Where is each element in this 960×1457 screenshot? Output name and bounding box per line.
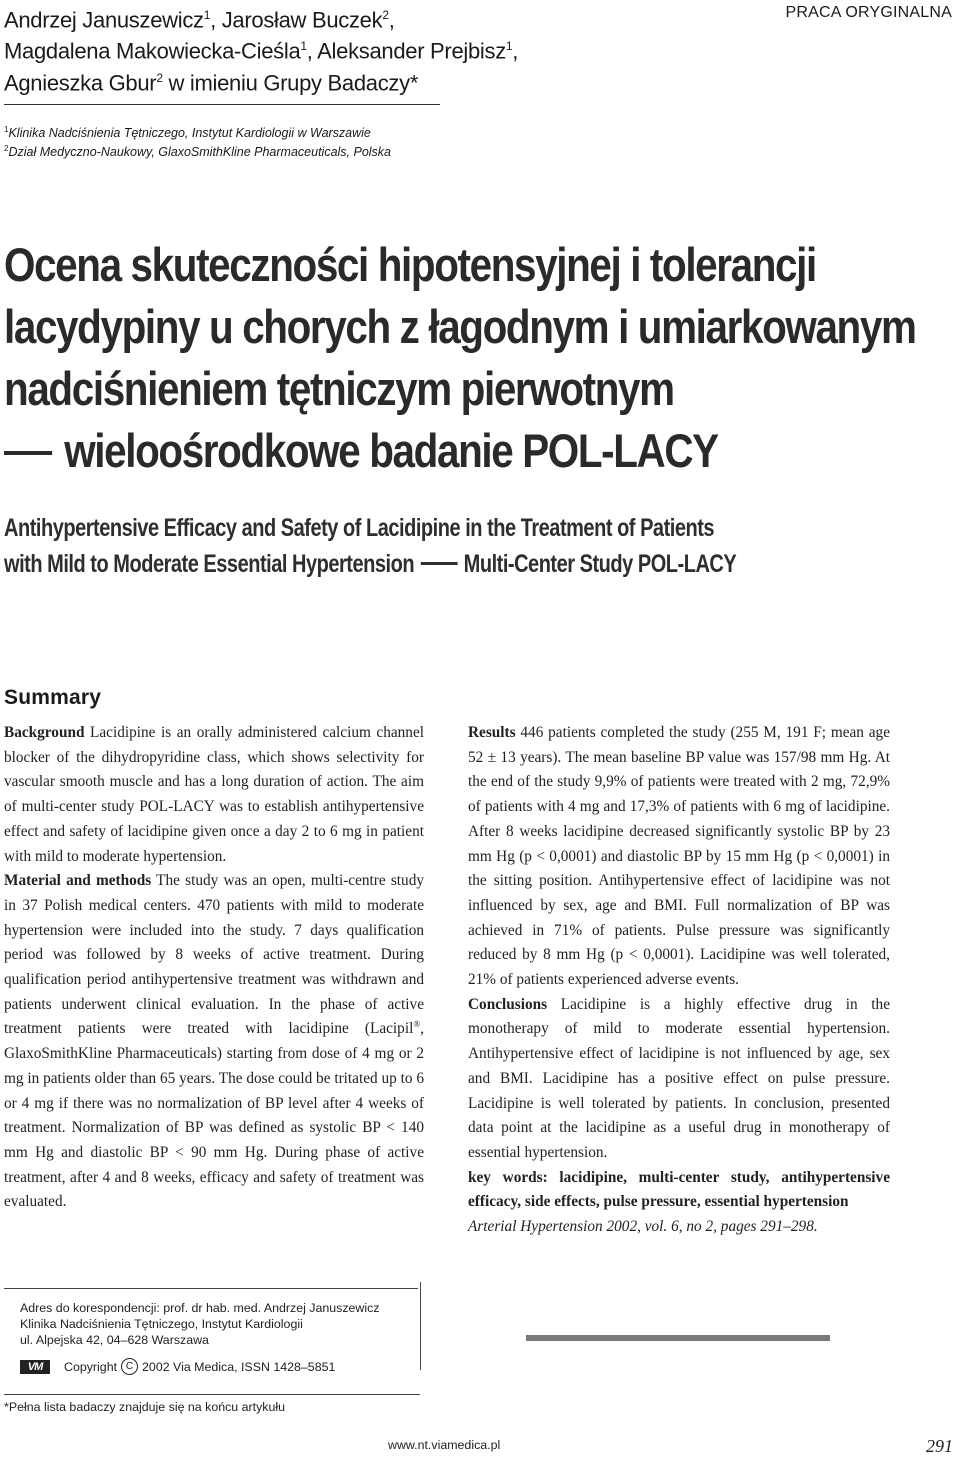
paragraph-text: Lacidipine is a highly effective drug in the monotherapy of mild to moderate essential hypertension. Antihypertensive effect of lacidipine is not influenced by age, sex and BMI. Lacidipine has a positive effect on pulse pressure. Lacidipine is well tolerated by patients. In conclusion, presented data point at the lacidipine as a useful drug in monotherapy of essential hypertension. [468, 995, 890, 1161]
title-line-with-dash [4, 546, 772, 582]
paragraph-text: , GlaxoSmithKline Pharmaceuticals) starting from dose of 4 mg or 2 mg in patients older than 65 years. The dose could be tritated up to 6 or 4 mg if there was no normalization of BP level after 4 weeks of treatment. Normalization of BP was defined as systolic BP < 140 mm Hg and diastolic BP < 90 mm Hg. During phase of active treatment, after 4 and 8 weeks, efficacy and safety of treatment was evaluated. [4, 1020, 424, 1211]
copyright-text: 2002 Via Medica, ISSN 1428–5851 [142, 1359, 336, 1374]
website-link[interactable]: www.nt.viamedica.pl [388, 1438, 501, 1452]
affiliation-marker: 2 [382, 8, 389, 22]
methods-paragraph [4, 869, 424, 1215]
author-list [4, 2, 564, 96]
copyright-row [20, 1358, 335, 1375]
paragraph-text: 446 patients completed the study (255 M, 191 F; mean age 52 ± 13 years). The mean baseline BP value was 157/98 mm Hg. At the end of the study 9,9% of patients were treated with 2 mg, 72,9% of patients with 4 mg and 17,3% of patients with 6 mg of lacidipine. After 8 weeks lacidipine decreased significantly systolic BP by 23 mm Hg (p < 0,0001) and diastolic BP by 15 mm Hg (p < 0,0001) in the sitting position. Antihypertensive effect of lacidipine was not influenced by sex, age and BMI. Full normalization of BP was achieved in 71% of patients. Pulse pressure was significantly reduced by 8 mm Hg (p < 0,0001). Lacidipine was well tolerated, 21% of patients experienced adverse events. [468, 724, 890, 989]
author-name: Andrzej Januszewicz [4, 7, 204, 33]
affiliation-marker: 1 [203, 8, 211, 22]
footnote-rule [4, 1394, 420, 1395]
title-line: wieloośrodkowe badanie POL-LACY [64, 424, 718, 477]
affiliation-text: Klinika Nadciśnienia Tętniczego, Instytut Kardiologii w Warszawie [8, 126, 371, 141]
author-line-2 [4, 33, 564, 64]
title-line: with Mild to Moderate Essential Hypertension [4, 550, 415, 578]
title-polish [4, 234, 916, 482]
title-line: Ocena skuteczności hipotensyjnej i tolerancji [4, 238, 816, 291]
affiliation-1 [4, 122, 524, 141]
em-dash-rule [4, 451, 52, 455]
affiliation-marker: 2 [4, 144, 9, 154]
em-dash-rule [420, 562, 457, 565]
keywords [468, 1166, 890, 1215]
title-line: nadciśnieniem tętniczym pierwotnym [4, 362, 674, 415]
section-label: Background [4, 724, 85, 741]
citation [468, 1215, 890, 1240]
copyright-text: Copyright [64, 1359, 118, 1374]
title-line: Multi-Center Study POL-LACY [463, 550, 737, 578]
separator: , [388, 7, 395, 33]
summary-right-column [468, 721, 890, 1240]
separator: , [512, 38, 519, 64]
affiliation-marker: 1 [4, 125, 9, 134]
affiliation-2 [4, 141, 524, 160]
title-line: lacydypiny u chorych z łagodnym i umiarkowanym [4, 300, 916, 353]
address-line: Klinika Nadciśnienia Tętniczego, Instytut Kardiologii [20, 1317, 303, 1331]
affiliation-marker: 1 [505, 39, 513, 54]
keywords-text: key words: lacidipine, multi-center study, antihypertensive efficacy, side effects, pulse pressure, essential hypertension [468, 1168, 890, 1211]
paragraph-text: Lacidipine is an orally administered calcium channel blocker of the dihydropyridine class, which shows selectivity for vascular smooth muscle and has a long duration of action. The aim of multi-center study POL-LACY was to establish antihypertensive effect and safety of lacidipine given once a day 2 to 6 mg in patient with mild to moderate hypertension. [4, 724, 424, 865]
page-number: 291 [926, 1436, 953, 1456]
background-paragraph [4, 721, 424, 869]
title-line-with-dash [4, 420, 821, 482]
affiliations [4, 122, 524, 160]
decorative-bar [526, 1335, 830, 1341]
author-name: , Jarosław Buczek [210, 7, 383, 33]
copyright-symbol-icon: C [121, 1358, 138, 1375]
affiliation-marker: 1 [300, 39, 307, 54]
title-english [4, 510, 772, 582]
registered-mark: ® [413, 1019, 421, 1030]
author-name: Agnieszka Gbur [4, 69, 157, 95]
address-line: ul. Alpejska 42, 04–628 Warszawa [20, 1333, 209, 1347]
affiliation-marker: 2 [156, 70, 163, 85]
author-name: , Aleksander Prejbisz [306, 38, 506, 64]
title-line: Antihypertensive Efficacy and Safety of Lacidipine in the Treatment of Patients [4, 514, 715, 542]
correspondence-address [20, 1300, 420, 1348]
article-type-label: PRACA ORYGINALNA [785, 4, 952, 21]
author-line-3 [4, 65, 564, 96]
summary-left-column [4, 721, 424, 1215]
summary-heading: Summary [4, 686, 102, 709]
citation-text: Arterial Hypertension 2002, vol. 6, no 2, pages 291–298. [468, 1218, 818, 1236]
paragraph-text: The study was an open, multi-centre study in 37 Polish medical centers. 470 patients with mild to moderate hypertension were included into the study. 7 days qualification period was followed by 8 weeks of active treatment. During qualification period antihypertensive treatment was withdrawn and patients underwent clinical evaluation. In the phase of active treatment patients were treated with lacidipine (Lacipil [4, 872, 425, 1038]
author-line-1 [4, 2, 564, 33]
section-label: Conclusions [468, 995, 548, 1013]
address-line: Adres do korespondencji: prof. dr hab. med. Andrzej Januszewicz [20, 1301, 380, 1315]
section-label: Material and methods [4, 872, 152, 890]
via-medica-logo: VM [20, 1360, 50, 1374]
author-group: w imieniu Grupy Badaczy* [162, 69, 419, 95]
section-label: Results [468, 724, 516, 741]
author-name: Magdalena Makowiecka-Cieśla [4, 38, 301, 64]
correspondence-top-rule [4, 1288, 418, 1289]
header-divider [4, 104, 440, 105]
footnote: *Pełna lista badaczy znajduje się na końcu artykułu [4, 1400, 286, 1414]
results-paragraph [468, 721, 890, 993]
affiliation-text: Dział Medyczno-Naukowy, GlaxoSmithKline Pharmaceuticals, Polska [8, 145, 392, 160]
correspondence-side-rule [420, 1282, 421, 1370]
conclusions-paragraph [468, 993, 890, 1166]
